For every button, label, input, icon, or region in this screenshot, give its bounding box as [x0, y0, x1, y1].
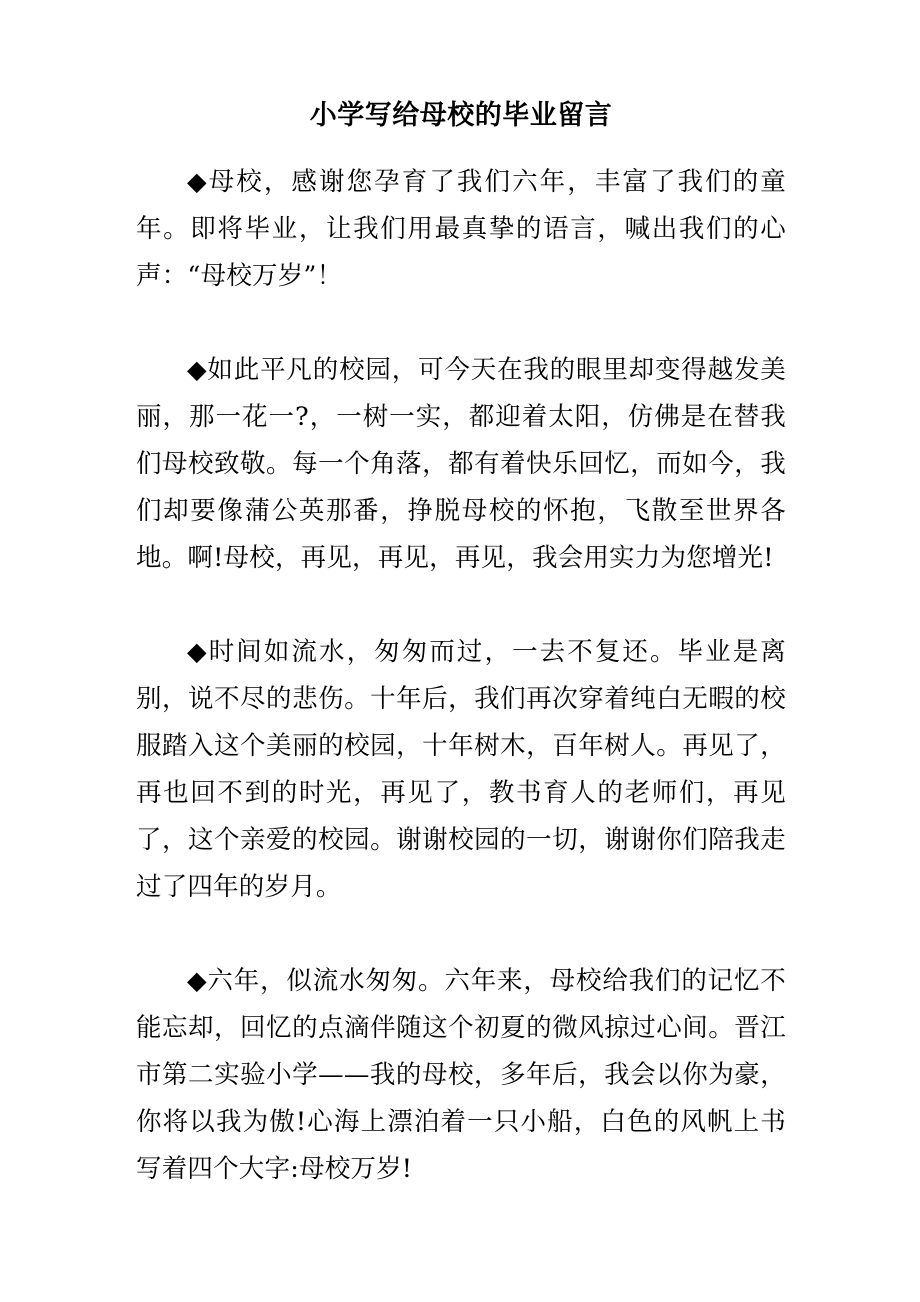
paragraph-2: ◆如此平凡的校园，可今天在我的眼里却变得越发美丽，那一花一?，一树一实，都迎着太阳，仿佛是在替我们母校致敬。每一个角落，都有着快乐回忆，而如今，我们却要像蒲公英那番，挣脱母校的怀抱，飞散至世界各地。啊!母校，再见，再见，再见，我会用实力为您增光!: [136, 355, 786, 573]
paragraph-spacer-1: [136, 300, 786, 347]
paragraph-1: ◆母校，感谢您孕育了我们六年，丰富了我们的童年。即将毕业，让我们用最真挚的语言，喊出我们的心声：“母校万岁”！: [136, 167, 786, 291]
spacer: [136, 150, 786, 159]
paragraph-spacer-2: [136, 582, 786, 629]
document-body: [136, 96, 786, 1193]
paragraph-spacer-3: [136, 911, 786, 958]
page-title: 小学写给母校的毕业留言: [309, 100, 613, 131]
paragraph-4: ◆六年，似流水匆匆。六年来，母校给我们的记忆不能忘却，回忆的点滴伴随这个初夏的微风掠过心间。晋江市第二实验小学——我的母校，多年后，我会以你为豪，你将以我为傲!心海上漂泊着一只小船，白色的风帆上书写着四个大字:母校万岁!: [136, 966, 786, 1184]
paragraph-3: ◆时间如流水，匆匆而过，一去不复还。毕业是离别，说不尽的悲伤。十年后，我们再次穿着纯白无暇的校服踏入这个美丽的校园，十年树木，百年树人。再见了，再也回不到的时光，再见了，教书育人的老师们，再见了，这个亲爱的校园。谢谢校园的一切，谢谢你们陪我走过了四年的岁月。: [136, 637, 786, 902]
